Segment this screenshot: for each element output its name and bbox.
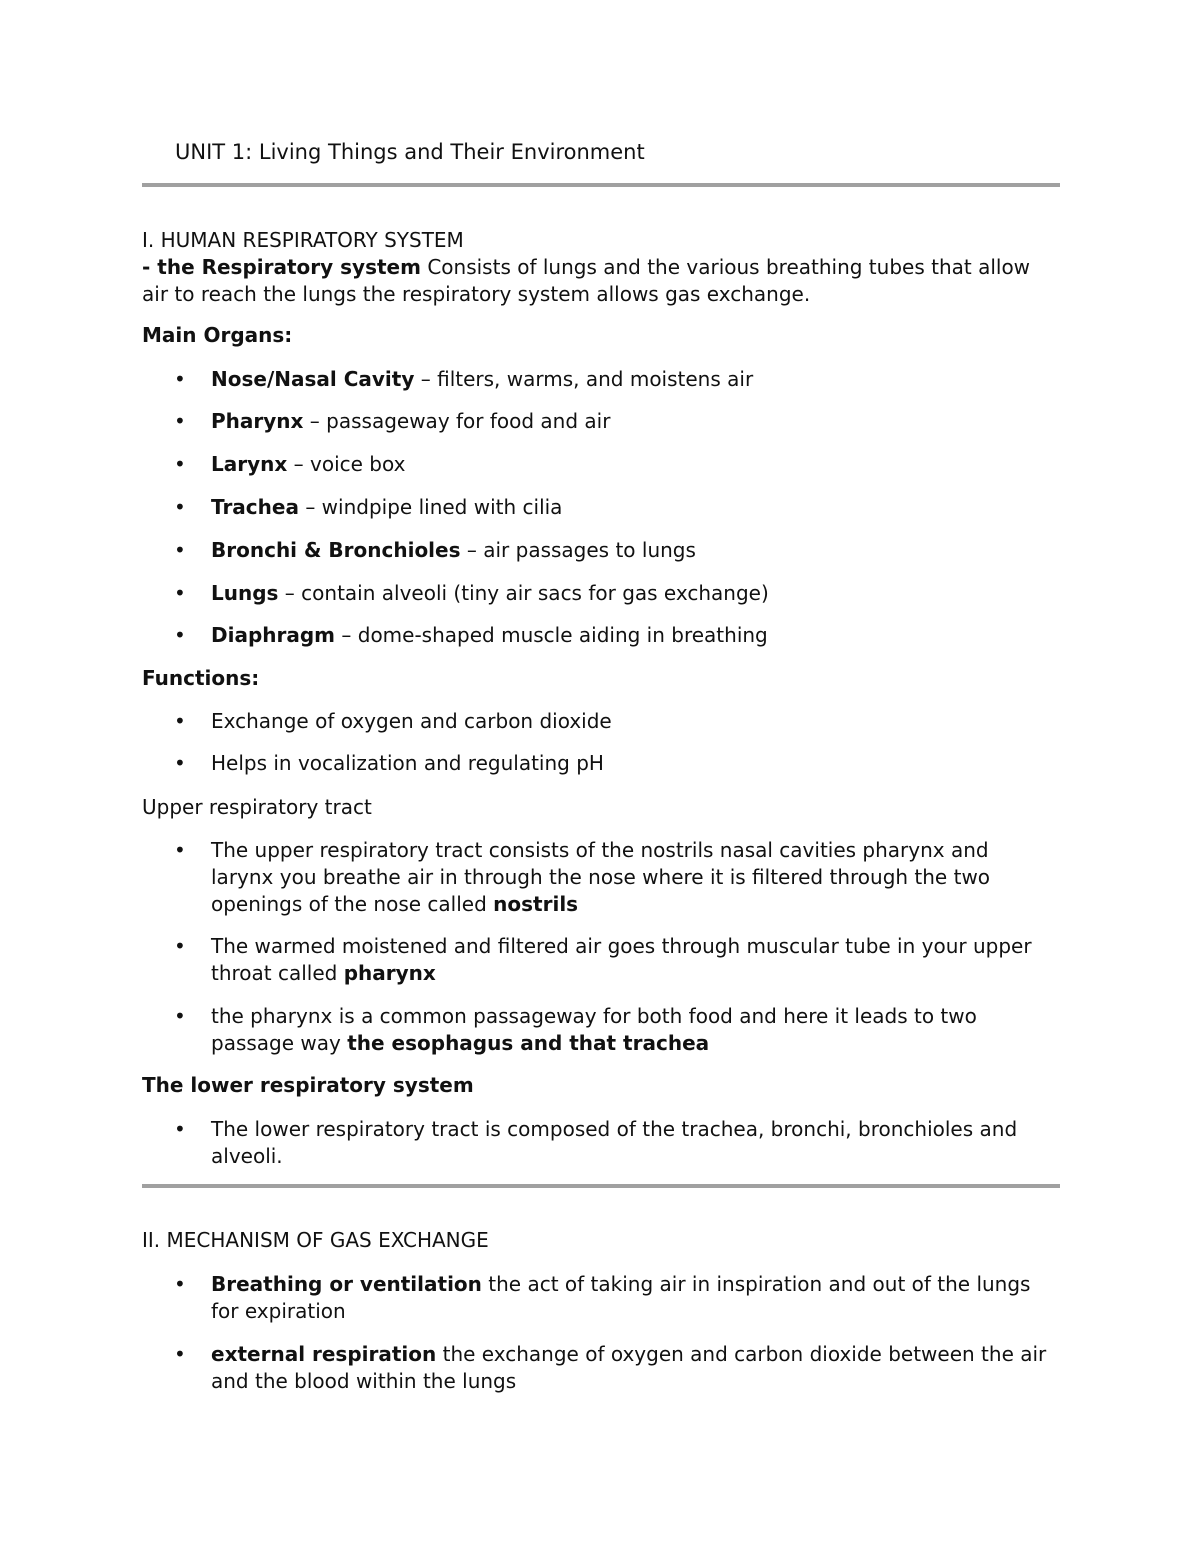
- lower-system-label: The lower respiratory system: [142, 1073, 474, 1097]
- unit-title: UNIT 1: Living Things and Their Environment: [175, 140, 645, 164]
- main-organs-label: Main Organs:: [142, 323, 293, 347]
- section1-intro: [142, 254, 1060, 308]
- section1-heading: I. HUMAN RESPIRATORY SYSTEM: [142, 228, 464, 252]
- section2-heading: II. MECHANISM OF GAS EXCHANGE: [142, 1228, 489, 1252]
- upper-tract-label: Upper respiratory tract: [142, 795, 372, 819]
- functions-label: Functions:: [142, 666, 260, 690]
- intro-text: Consists of lungs and the various breathing tubes that allow air to reach the lungs the respiratory system allows gas exchange.: [142, 255, 1031, 306]
- intro-bold: - the Respiratory system: [142, 255, 421, 279]
- top-divider: [142, 183, 1060, 187]
- middle-divider: [142, 1184, 1060, 1188]
